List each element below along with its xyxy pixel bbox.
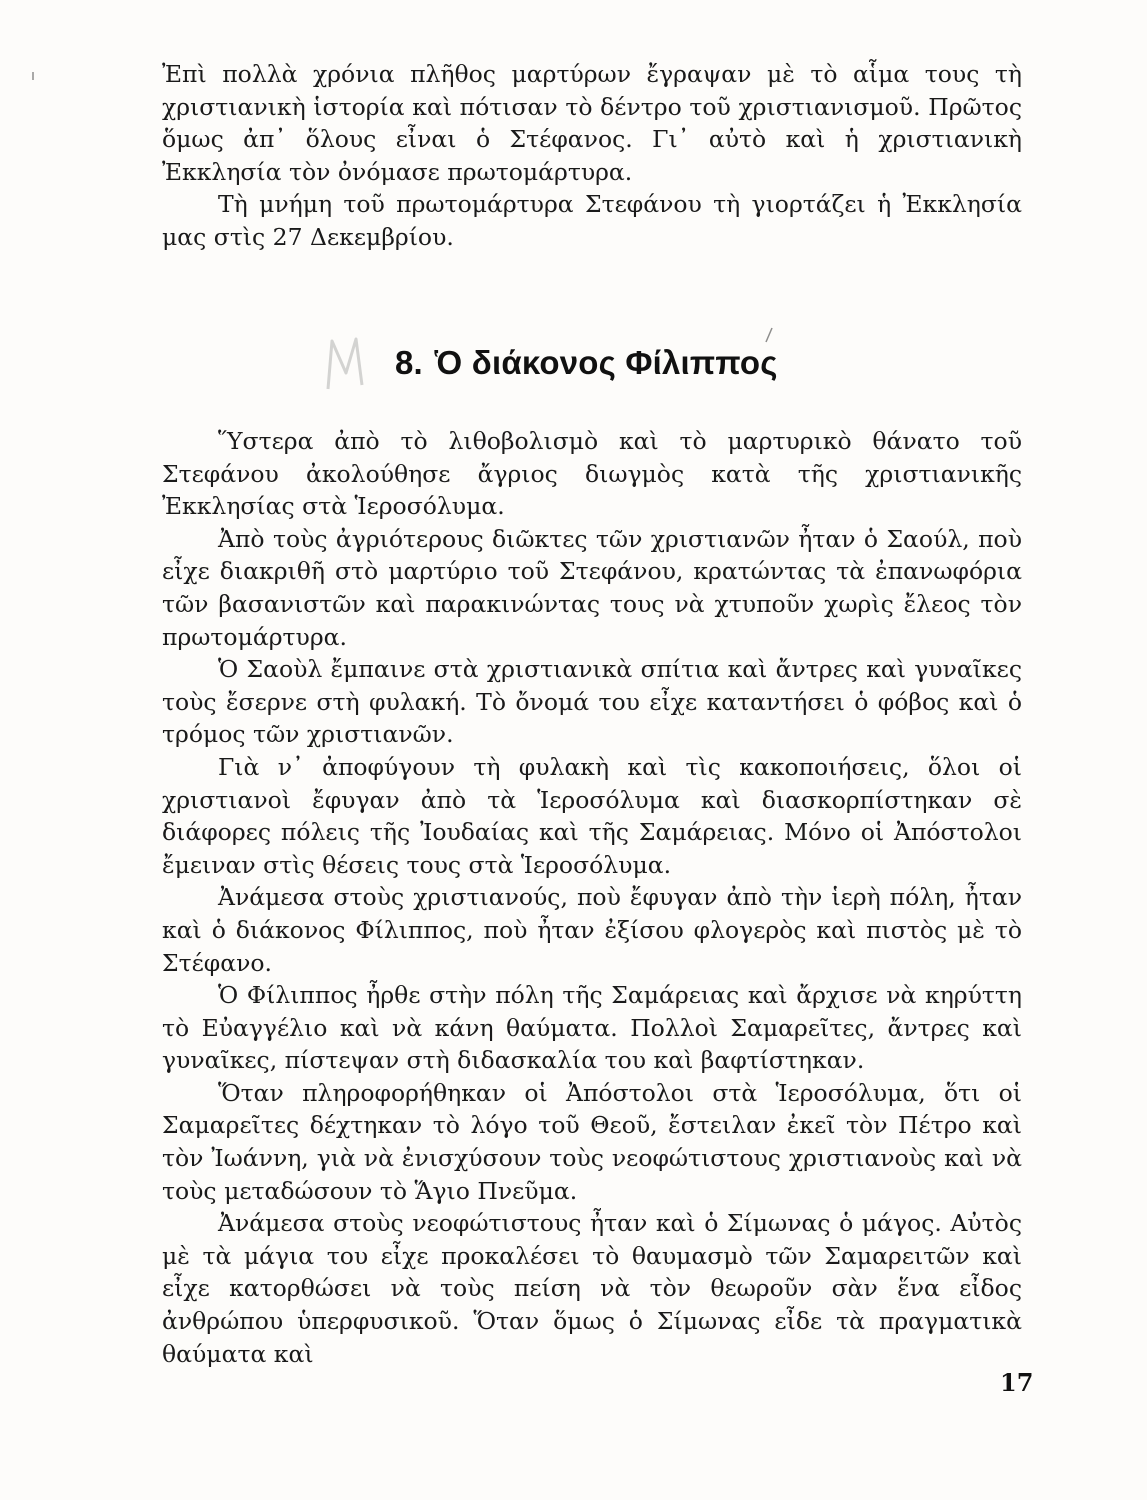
pencil-slash-mark [764, 327, 774, 343]
body-paragraph: Ὕστερα ἀπὸ τὸ λιθοβολισμὸ καὶ τὸ μαρτυρικὸ θάνατο τοῦ Στεφάνου ἀκολούθησε ἄγριος διωγμὸς κατὰ τῆς χριστιανικῆς Ἐκκλησίας στὰ Ἱεροσόλυμα. [162, 427, 1022, 521]
intro-text [162, 58, 1022, 254]
body-paragraph: Ὅταν πληροφορήθηκαν οἱ Ἀπόστολοι στὰ Ἱεροσόλυμα, ὅτι οἱ Σαμαρεῖτες δέχτηκαν τὸ λόγο τοῦ Θεοῦ, ἔστειλαν ἐκεῖ τὸν Πέτρο καὶ τὸν Ἰωάννη, γιὰ νὰ ἐνισχύσουν τοὺς νεοφώτιστους χριστιανοὺς καὶ νὰ τοὺς μεταδώσουν τὸ Ἅγιο Πνεῦμα. [162, 1078, 1022, 1205]
body-paragraph: Ὁ Σαοὺλ ἔμπαινε στὰ χριστιανικὰ σπίτια καὶ ἄντρες καὶ γυναῖκες τοὺς ἔσερνε στὴ φυλακή. Τὸ ὄνομά του εἶχε καταντήσει ὁ φόβος καὶ ὁ τρόμος τῶν χριστιανῶν. [162, 655, 1022, 749]
pencil-annotation-mark [322, 333, 370, 393]
body-paragraph: Γιὰ ν᾽ ἀποφύγουν τὴ φυλακὴ καὶ τὶς κακοποιήσεις, ὅλοι οἱ χριστιανοὶ ἔφυγαν ἀπὸ τὰ Ἱεροσόλυμα καὶ διασκορπίστηκαν σὲ διάφορες πόλεις τῆς Ἰουδαίας καὶ τῆς Σαμάρειας. Μόνο οἱ Ἀπόστολοι ἔμειναν στὶς θέσεις τους στὰ Ἱεροσόλυμα. [162, 752, 1022, 879]
page-number: 17 [1000, 1368, 1034, 1397]
body-paragraph: Ὁ Φίλιππος ἦρθε στὴν πόλη τῆς Σαμάρειας καὶ ἄρχισε νὰ κηρύττη τὸ Εὐαγγέλιο καὶ νὰ κάνη θαύματα. Πολλοὶ Σαμαρεῖτες, ἄντρες καὶ γυναῖκες, πίστεψαν στὴ διδασκαλία του καὶ βαφτίστηκαν. [162, 981, 1022, 1075]
body-paragraph: Ἀνάμεσα στοὺς χριστιανούς, ποὺ ἔφυγαν ἀπὸ τὴν ἱερὴ πόλη, ἦταν καὶ ὁ διάκονος Φίλιππος, ποὺ ἦταν ἐξίσου φλογερὸς καὶ πιστὸς μὲ τὸ Στέφανο. [162, 883, 1022, 977]
chapter-number: 8. [395, 344, 423, 381]
intro-paragraph: Τὴ μνήμη τοῦ πρωτομάρτυρα Στεφάνου τὴ γιορτάζει ἡ Ἐκκλησία μας στὶς 27 Δεκεμβρίου. [162, 190, 1022, 251]
chapter-body [162, 425, 1022, 1370]
chapter-heading [395, 344, 778, 382]
intro-paragraph: Ἐπὶ πολλὰ χρόνια πλῆθος μαρτύρων ἔγραψαν μὲ τὸ αἷμα τους τὴ χριστιανικὴ ἱστορία καὶ πότισαν τὸ δέντρο τοῦ χριστιανισμοῦ. Πρῶτος ὅμως ἀπ᾽ ὅλους εἶναι ὁ Στέφανος. Γι᾽ αὐτὸ καὶ ἡ χριστιανικὴ Ἐκκλησία τὸν ὀνόμασε πρωτομάρτυρα. [162, 60, 1022, 186]
chapter-title: Ὁ διάκονος Φίλιππος [434, 344, 778, 381]
margin-tick-mark [30, 72, 36, 80]
body-paragraph: Ἀνάμεσα στοὺς νεοφώτιστους ἦταν καὶ ὁ Σίμωνας ὁ μάγος. Αὐτὸς μὲ τὰ μάγια του εἶχε προκαλέσει τὸ θαυμασμὸ τῶν Σαμαρειτῶν καὶ εἶχε κατορθώσει νὰ τοὺς πείση νὰ τὸν θεωροῦν σὰν ἕνα εἶδος ἀνθρώπου ὑπερφυσικοῦ. Ὅταν ὅμως ὁ Σίμωνας εἶδε τὰ πραγματικὰ θαύματα καὶ [162, 1209, 1022, 1368]
body-paragraph: Ἀπὸ τοὺς ἀγριότερους διῶκτες τῶν χριστιανῶν ἦταν ὁ Σαούλ, ποὺ εἶχε διακριθῆ στὸ μαρτύριο τοῦ Στεφάνου, κρατώντας τὰ ἐπανωφόρια τῶν βασανιστῶν καὶ παρακινώντας τους νὰ χτυποῦν χωρὶς ἔλεος τὸν πρωτομάρτυρα. [162, 524, 1022, 651]
